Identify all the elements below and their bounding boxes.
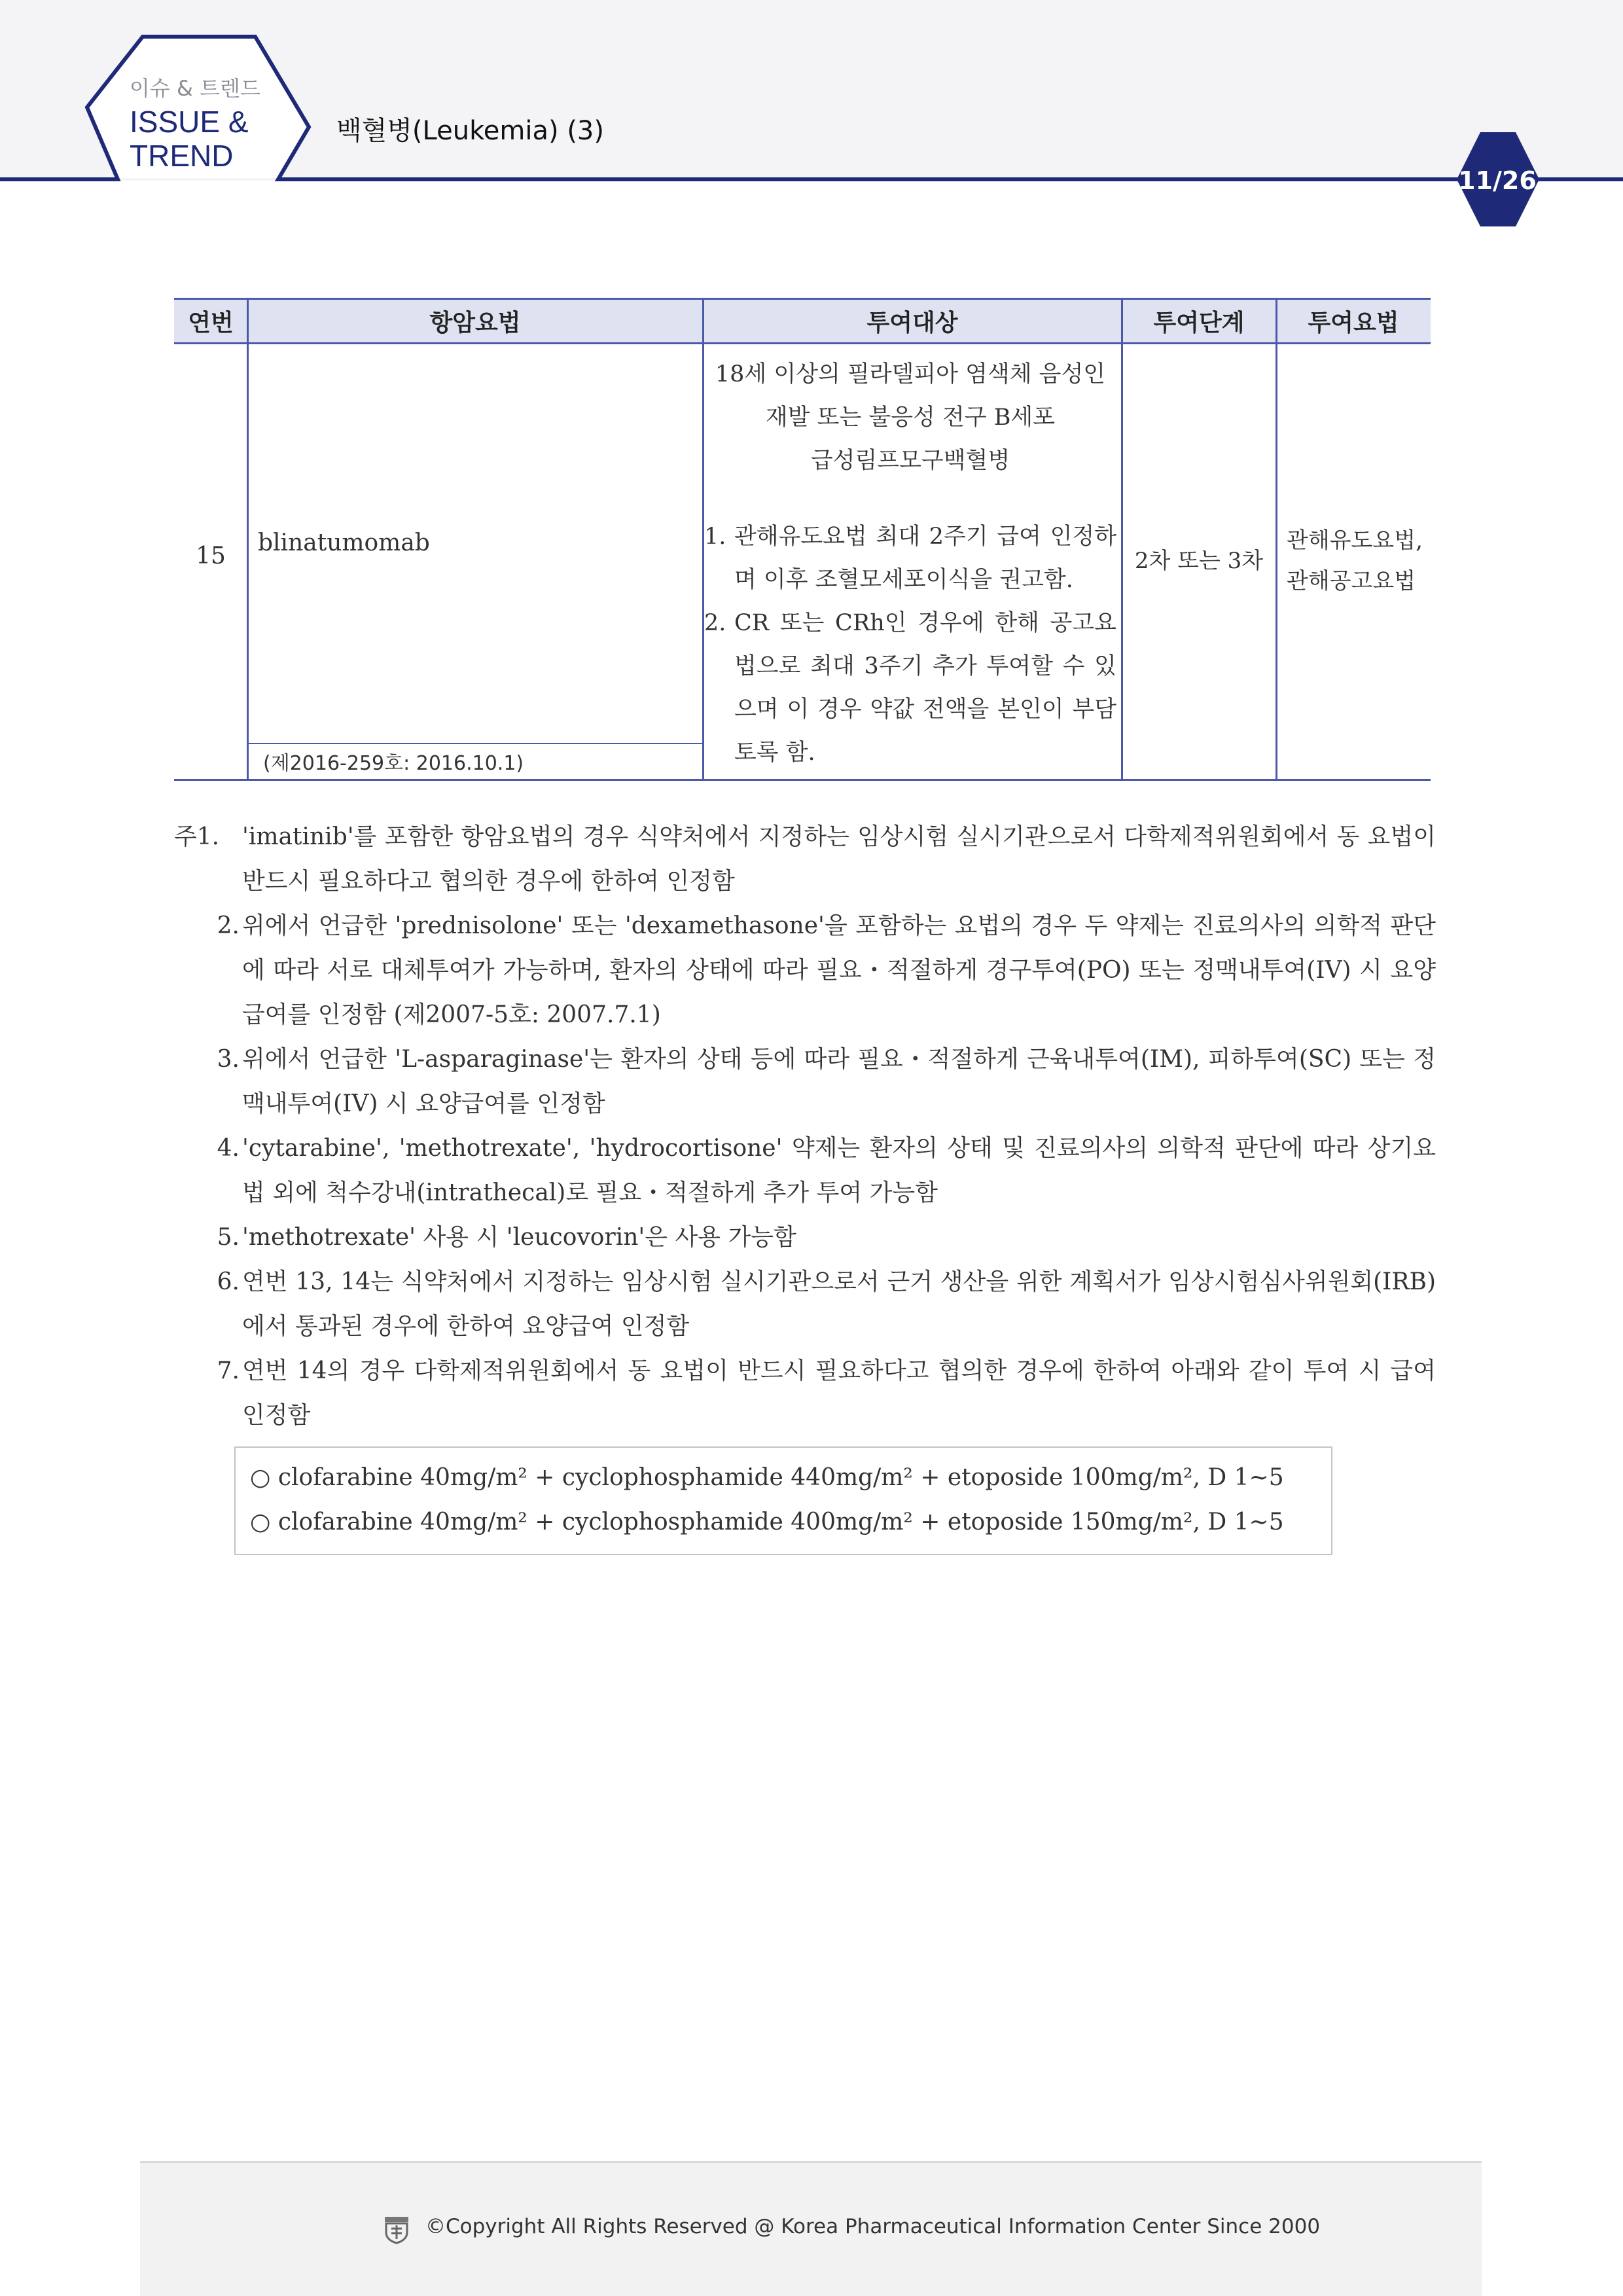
footnote-item — [174, 904, 1436, 1037]
notice-divider — [247, 743, 703, 744]
target-cell — [704, 353, 1116, 774]
target-item-text: CR 또는 CRh인 경우에 한해 공고요법으로 최대 3주기 추가 투여할 수 있으며 이 경우 약값 전액을 본인이 부담토록 함. — [734, 610, 1116, 766]
table-header-border — [174, 342, 1431, 344]
footnote-text: 'methotrexate' 사용 시 'leucovorin'은 사용 가능함 — [242, 1224, 796, 1251]
target-intro-line: 급성림프모구백혈병 — [810, 448, 1010, 474]
regimen-line: ○ clofarabine 40mg/m² + cyclophosphamide 440mg/m² + etoposide 100mg/m², D 1~5 — [250, 1464, 1284, 1491]
target-item — [704, 601, 1116, 774]
footnote-number: 2. — [217, 912, 240, 939]
row-number: 15 — [196, 543, 226, 569]
page-number: 11/26 — [1458, 166, 1537, 195]
footnote-number: 7. — [217, 1357, 240, 1384]
regimen-box — [234, 1446, 1332, 1555]
notice-reference: (제2016-259호: 2016.10.1) — [263, 752, 524, 775]
target-intro-line: 18세 이상의 필라델피아 염색체 음성인 — [715, 361, 1106, 387]
method-line: 관해공고요법 — [1287, 568, 1416, 594]
footnote-item — [174, 1126, 1436, 1215]
column-divider — [247, 298, 249, 781]
footnote-number: 4. — [217, 1135, 240, 1162]
column-divider — [1121, 298, 1123, 781]
footnote-text: 'imatinib'를 포함한 항암요법의 경우 식약처에서 지정하는 임상시험 실시기관으로서 다학제적위원회에서 동 요법이 반드시 필요하다고 협의한 경우에 한하여 인정함 — [242, 823, 1436, 895]
target-item-number: 1. — [704, 524, 726, 550]
footnote-item — [174, 1037, 1436, 1126]
column-header-method: 투여요법 — [1276, 298, 1431, 344]
table-bottom-border — [174, 779, 1431, 781]
footnote-text: 연번 13, 14는 식약처에서 지정하는 임상시험 실시기관으로서 근거 생산을 위한 계획서가 임상시험심사위원회(IRB)에서 통과된 경우에 한하여 요양급여 인정함 — [242, 1268, 1436, 1340]
section-label-korean: 이슈 & 트렌드 — [130, 76, 260, 101]
target-item-number: 2. — [704, 610, 726, 636]
shield-logo-icon — [383, 2215, 410, 2244]
column-header-target: 투여대상 — [703, 298, 1122, 344]
administration-method — [1287, 520, 1423, 601]
target-intro-line: 재발 또는 불응성 전구 B세포 — [765, 404, 1056, 431]
target-item-text: 관해유도요법 최대 2주기 급여 인정하며 이후 조혈모세포이식을 권고함. — [734, 524, 1116, 593]
section-label-english — [130, 105, 249, 173]
copyright-text: ©Copyright All Rights Reserved @ Korea Pharmaceutical Information Center Since 2000 — [425, 2215, 1321, 2238]
column-divider — [1275, 298, 1277, 781]
column-header-stage: 투여단계 — [1122, 298, 1276, 344]
column-header-regimen: 항암요법 — [247, 298, 703, 344]
administration-stage: 2차 또는 3차 — [1134, 548, 1264, 574]
footnote-number: 5. — [217, 1224, 240, 1251]
regimen-line: ○ clofarabine 40mg/m² + cyclophosphamide 400mg/m² + etoposide 150mg/m², D 1~5 — [250, 1509, 1284, 1535]
footnote-number: 6. — [217, 1268, 240, 1295]
footnote-item — [174, 1349, 1436, 1438]
section-label-line2: TREND — [130, 139, 234, 173]
regimen-table — [174, 298, 1431, 781]
footnote-item — [174, 1215, 1436, 1260]
method-line: 관해유도요법, — [1287, 528, 1423, 554]
footnote-text: 'cytarabine', 'methotrexate', 'hydrocortisone' 약제는 환자의 상태 및 진료의사의 의학적 판단에 따라 상기요법 외에 척수강내(intrathecal)로 필요・적절하게 추가 투여 가능함 — [242, 1135, 1436, 1206]
footnotes — [174, 815, 1436, 1438]
footnote-item — [174, 815, 1436, 904]
footnote-text: 연번 14의 경우 다학제적위원회에서 동 요법이 반드시 필요하다고 협의한 경우에 한하여 아래와 같이 투여 시 급여 인정함 — [242, 1357, 1436, 1429]
column-header-no: 연번 — [174, 298, 247, 344]
footnote-number: 3. — [217, 1046, 240, 1073]
footnote-text: 위에서 언급한 'L-asparaginase'는 환자의 상태 등에 따라 필요・적절하게 근육내투여(IM), 피하투여(SC) 또는 정맥내투여(IV) 시 요양급여를 인정함 — [242, 1046, 1436, 1117]
target-item — [704, 515, 1116, 601]
footnote-number: 주1. — [174, 823, 220, 850]
regimen-name: blinatumomab — [258, 529, 430, 556]
section-label-line1: ISSUE & — [130, 105, 249, 139]
table-top-border — [174, 298, 1431, 300]
footnote-item — [174, 1260, 1436, 1349]
footnote-text: 위에서 언급한 'prednisolone' 또는 'dexamethasone'을 포함하는 요법의 경우 두 약제는 진료의사의 의학적 판단에 따라 서로 대체투여가 가능하며, 환자의 상태에 따라 필요・적절하게 경구투여(PO) 또는 정맥내투여(IV) 시 요양급여를 인정함 (제2007-5호: 2007.7.1) — [242, 912, 1436, 1028]
document-title: 백혈병(Leukemia) (3) — [336, 116, 604, 146]
